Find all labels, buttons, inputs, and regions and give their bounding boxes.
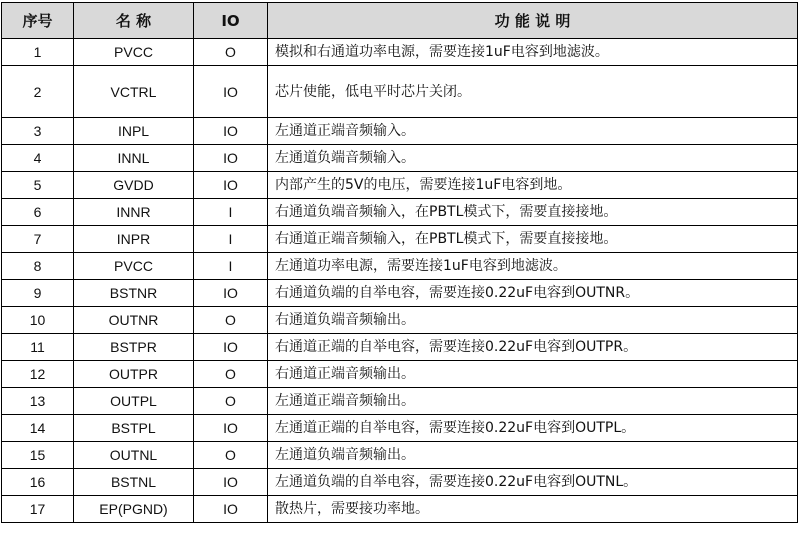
pin-number: 3: [2, 118, 74, 145]
pin-name: INPL: [74, 118, 194, 145]
pin-description: 左通道负端音频输入。: [268, 145, 798, 172]
pin-name: OUTPL: [74, 388, 194, 415]
pin-io: I: [194, 253, 268, 280]
pin-number: 6: [2, 199, 74, 226]
pin-io: O: [194, 388, 268, 415]
pin-io: IO: [194, 118, 268, 145]
table-row: [2, 496, 798, 523]
table-row: [2, 253, 798, 280]
pin-number: 9: [2, 280, 74, 307]
header-io: IO: [194, 3, 268, 39]
header-name: 名 称: [74, 3, 194, 39]
pin-description: 右通道正端音频输出。: [268, 361, 798, 388]
table-row: [2, 469, 798, 496]
pin-description: 右通道负端音频输出。: [268, 307, 798, 334]
table-header-row: [2, 3, 798, 39]
pin-description: 模拟和右通道功率电源，需要连接1uF电容到地滤波。: [268, 39, 798, 66]
header-description: 功 能 说 明: [268, 3, 798, 39]
pin-io: I: [194, 226, 268, 253]
pin-io: IO: [194, 496, 268, 523]
pin-number: 10: [2, 307, 74, 334]
table-row: [2, 118, 798, 145]
pin-name: EP(PGND): [74, 496, 194, 523]
pin-description: 左通道负端的自举电容，需要连接0.22uF电容到OUTNL。: [268, 469, 798, 496]
table-row: [2, 361, 798, 388]
table-row: [2, 145, 798, 172]
pin-description: 左通道功率电源，需要连接1uF电容到地滤波。: [268, 253, 798, 280]
pin-name: BSTPR: [74, 334, 194, 361]
pin-description: 左通道负端音频输出。: [268, 442, 798, 469]
pin-number: 7: [2, 226, 74, 253]
pin-description: 右通道正端的自举电容，需要连接0.22uF电容到OUTPR。: [268, 334, 798, 361]
table-row: [2, 307, 798, 334]
pin-number: 16: [2, 469, 74, 496]
pin-description: 散热片，需要接功率地。: [268, 496, 798, 523]
pin-name: INPR: [74, 226, 194, 253]
table-row: [2, 280, 798, 307]
pin-io: O: [194, 307, 268, 334]
pin-io: I: [194, 199, 268, 226]
pin-io: O: [194, 442, 268, 469]
table-row: [2, 199, 798, 226]
pin-number: 8: [2, 253, 74, 280]
table-row: [2, 226, 798, 253]
pin-name: PVCC: [74, 39, 194, 66]
pin-number: 14: [2, 415, 74, 442]
pin-name: OUTNL: [74, 442, 194, 469]
pin-name: OUTNR: [74, 307, 194, 334]
pin-number: 12: [2, 361, 74, 388]
pin-number: 2: [2, 66, 74, 118]
pin-io: O: [194, 361, 268, 388]
pin-name: OUTPR: [74, 361, 194, 388]
pin-description: 内部产生的5V的电压，需要连接1uF电容到地。: [268, 172, 798, 199]
pin-number: 11: [2, 334, 74, 361]
pin-number: 13: [2, 388, 74, 415]
table-row: [2, 172, 798, 199]
pin-description: 左通道正端音频输出。: [268, 388, 798, 415]
pin-number: 1: [2, 39, 74, 66]
pin-number: 15: [2, 442, 74, 469]
pin-name: BSTPL: [74, 415, 194, 442]
pin-description-table: [1, 2, 798, 523]
table-row: [2, 442, 798, 469]
pin-description: 芯片使能，低电平时芯片关闭。: [268, 66, 798, 118]
pin-name: INNR: [74, 199, 194, 226]
pin-number: 4: [2, 145, 74, 172]
pin-io: IO: [194, 334, 268, 361]
pin-io: IO: [194, 415, 268, 442]
pin-name: PVCC: [74, 253, 194, 280]
pin-io: IO: [194, 469, 268, 496]
table-row: [2, 415, 798, 442]
pin-description: 左通道正端的自举电容，需要连接0.22uF电容到OUTPL。: [268, 415, 798, 442]
table-row: [2, 39, 798, 66]
pin-io: O: [194, 39, 268, 66]
table-row: [2, 66, 798, 118]
header-no: 序号: [2, 3, 74, 39]
pin-number: 5: [2, 172, 74, 199]
table-row: [2, 388, 798, 415]
pin-name: GVDD: [74, 172, 194, 199]
pin-name: VCTRL: [74, 66, 194, 118]
pin-name: INNL: [74, 145, 194, 172]
pin-io: IO: [194, 280, 268, 307]
pin-description: 左通道正端音频输入。: [268, 118, 798, 145]
pin-io: IO: [194, 145, 268, 172]
pin-description: 右通道正端音频输入，在PBTL模式下，需要直接接地。: [268, 226, 798, 253]
pin-io: IO: [194, 66, 268, 118]
pin-description: 右通道负端的自举电容，需要连接0.22uF电容到OUTNR。: [268, 280, 798, 307]
pin-number: 17: [2, 496, 74, 523]
pin-name: BSTNR: [74, 280, 194, 307]
pin-description: 右通道负端音频输入，在PBTL模式下，需要直接接地。: [268, 199, 798, 226]
pin-name: BSTNL: [74, 469, 194, 496]
pin-io: IO: [194, 172, 268, 199]
table-row: [2, 334, 798, 361]
